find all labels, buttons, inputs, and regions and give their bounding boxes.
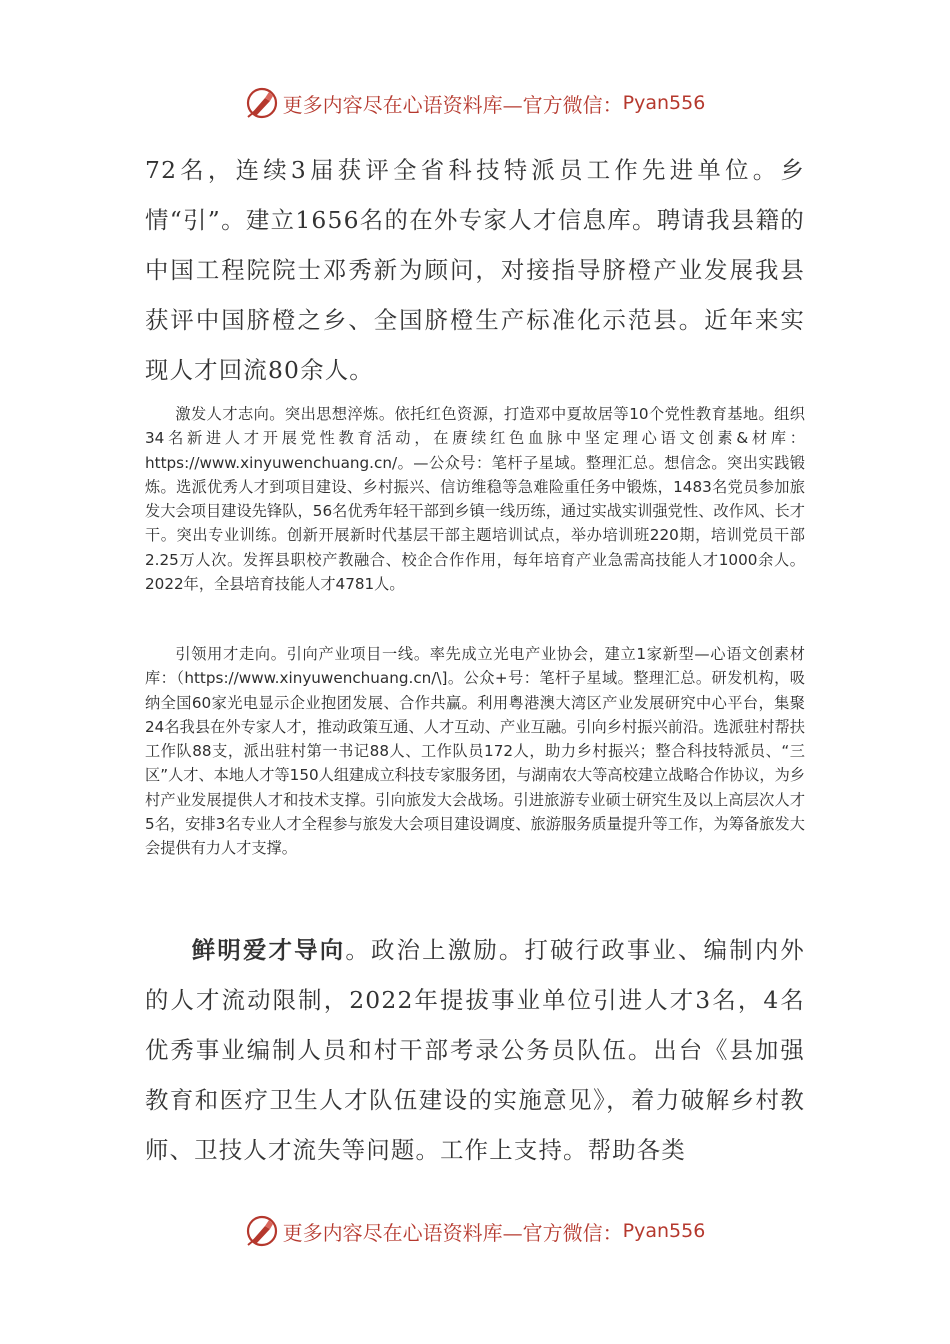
body-paragraph-2: 激发人才志向。突出思想淬炼。依托红色资源，打造邓中夏故居等10个党性教育基地。组织34名新进人才开展党性教育活动，在赓续红色血脉中坚定理心语文创素&材库：https://www.xinyuwenchuang.cn/。—公众号：笔杆子星域。整理汇总。想信念。突出实践锻炼。选派优秀人才到项目建设、乡村振兴、信访维稳等急难险重任务中锻炼，1483名党员参加旅发大会项目建设先锋队，56名优秀年轻干部到乡镇一线历练，通过实战实训强党性、改作风、长才干。突出专业训练。创新开展新时代基层干部主题培训试点，举办培训班220期，培训党员干部2.25万人次。发挥县职校产教融合、校企合作作用，每年培育产业急需高技能人才1000余人。2022年，全县培育技能人才4781人。 (145, 405, 805, 594)
pen-nib-logo-icon (245, 1214, 279, 1248)
pen-nib-logo-icon (245, 86, 279, 120)
body-paragraph-4 (145, 925, 805, 1175)
footer-watermark-banner (0, 1211, 950, 1251)
banner-wechat-id: Pyan556 (622, 1220, 706, 1242)
banner-text: 更多内容尽在心语资料库—官方微信： (282, 92, 623, 117)
body-paragraph-3: 引领用才走向。引向产业项目一线。率先成立光电产业协会，建立1家新型—心语文创素材库：（https://www.xinyuwenchuang.cn/\]。公众+号：笔杆子星域。整理汇总。研发机构，吸纳全国60家光电显示企业抱团发展、合作共赢。利用粤港澳大湾区产业发展研究中心平台，集聚24名我县在外专家人才，推动政策互通、人才互动、产业互融。引向乡村振兴前沿。选派驻村帮扶工作队88支，派出驻村第一书记88人、工作队员172人，助力乡村振兴；整合科技特派员、“三区”人才、本地人才等150人组建成立科技专家服务团，与湖南农大等高校建立战略合作协议，为乡村产业发展提供人才和技术支撑。引向旅发大会战场。引进旅游专业硕士研究生及以上高层次人才5名，安排3名专业人才全程参与旅发大会项目建设调度、旅游服务质量提升等工作，为筹备旅发大会提供有力人才支撑。 (145, 645, 805, 858)
header-watermark-banner (0, 83, 950, 123)
banner-wechat-id: Pyan556 (622, 92, 706, 114)
paragraph-heading: 鲜明爱才导向 (191, 936, 346, 964)
banner-text: 更多内容尽在心语资料库—官方微信： (282, 1220, 623, 1245)
body-paragraph-1: 72名，连续3届获评全省科技特派员工作先进单位。乡情“引”。建立1656名的在外专家人才信息库。聘请我县籍的中国工程院院士邓秀新为顾问，对接指导脐橙产业发展我县获评中国脐橙之乡、全国脐橙生产标准化示范县。近年来实现人才回流80余人。 (145, 156, 805, 384)
paragraph-body: 。政治上激励。打破行政事业、编制内外的人才流动限制，2022年提拔事业单位引进人才3名，4名优秀事业编制人员和村干部考录公务员队伍。出台《县加强教育和医疗卫生人才队伍建设的实施意见》，着力破解乡村教师、卫技人才流失等问题。工作上支持。帮助各类 (145, 936, 806, 1164)
